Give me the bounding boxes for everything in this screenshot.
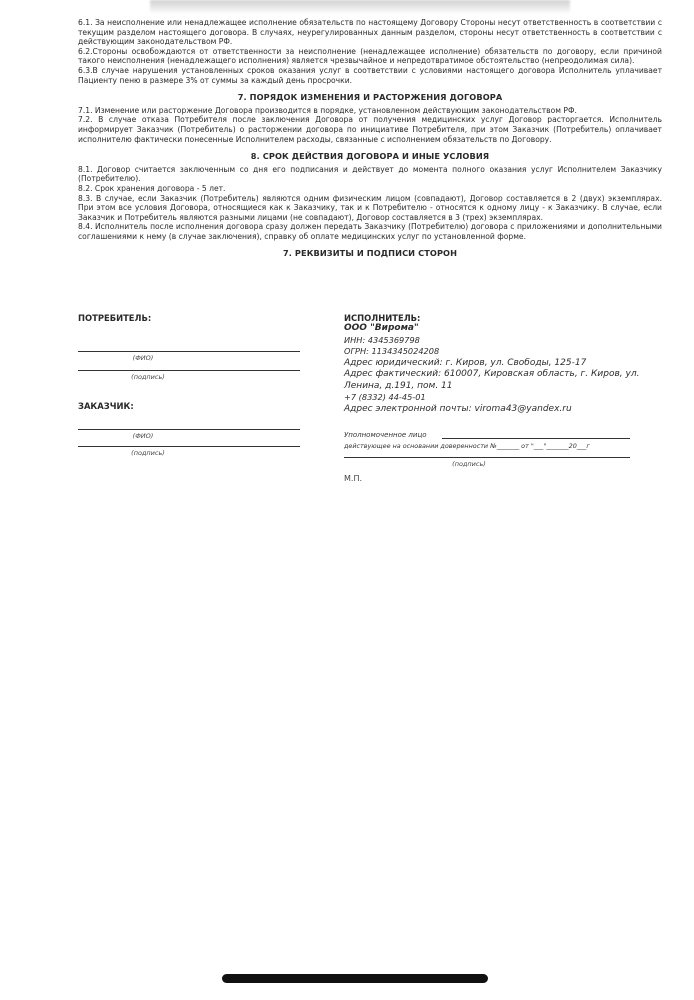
customer-fio-caption: (ФИО) [132,432,154,440]
customer-sign-caption: (подпись) [131,449,165,457]
consumer-fio-caption: (ФИО) [132,354,154,362]
section-title-requisites: 7. РЕКВИЗИТЫ И ПОДПИСИ СТОРОН [282,248,458,259]
executor-label: ИСПОЛНИТЕЛЬ: [344,313,421,323]
customer-fio-line [78,429,300,430]
home-indicator[interactable] [222,974,488,983]
executor-phone: +7 (8332) 44-45-01 [344,392,426,402]
clause-6-3: 6.3.В случае нарушения установленных сроков оказания услуг в соответствии с условиями настоящего договора Исполнитель уплачивает Пациенту пеню в размере 3% от суммы за каждый день просрочки. [78,65,662,85]
consumer-label: ПОТРЕБИТЕЛЬ: [78,313,152,323]
section-title-8: 8. СРОК ДЕЙСТВИЯ ДОГОВОРА И ИНЫЕ УСЛОВИЯ [250,151,490,162]
contract-body [78,18,662,262]
scan-shadow [150,0,570,14]
clause-7-2: 7.2. В случае отказа Потребителя после заключения Договора от получения медицинских услуг Договор расторгается. Исполнитель информирует Заказчик (Потребитель) о расторжении договора по инициативе Потребителя, при этом Заказчик (Потребитель) оплачивает исполнителю фактически понесенные Исполнителем расходы, связанные с исполнением обязательств по Договору. [78,115,662,144]
power-of-attorney: действующее на основании доверенности №_______ от "___"_______20___г [344,442,590,450]
clause-8-1: 8.1. Договор считается заключенным со дня его подписания и действует до момента полного оказания услуг Исполнителем Заказчику (Потребителю). [78,164,662,184]
consumer-sign-caption: (подпись) [131,373,165,381]
clause-8-2: 8.2. Срок хранения договора - 5 лет. [78,183,226,193]
clause-6-1: 6.1. За неисполнение или ненадлежащее исполнение обязательств по настоящему Договору Стороны несут ответственность в соответствии с текущим разделом настоящего договора. В случаях, неурегулированных данным разделом, стороны несут ответственность в соответствии с действующим законодательством РФ. [78,18,662,47]
legal-address: Адрес юридический: г. Киров, ул. Свободы, 125-17 [344,357,587,368]
customer-sign-line [78,446,300,447]
clause-8-4: 8.4. Исполнитель после исполнения договора сразу должен передать Заказчику (Потребителю) договора с приложениями и дополнительными соглашениями к нему (в случае заключения), справку об оплате медицинских услуг по установленной форме. [78,222,662,241]
customer-label: ЗАКАЗЧИК: [78,401,134,411]
consumer-sign-line [78,370,300,371]
authorized-row [344,429,664,440]
client-signatures [78,313,308,457]
authorized-line [442,438,630,439]
clause-6-2: 6.2.Стороны освобождаются от ответственности за неисполнение (ненадлежащее исполнение) обязательств по договору, если причиной такого неисполнения (ненадлежащего исполнения) является чрезвычайное и непредотвратимое обстоятельство (непреодолимая сила). [78,46,662,66]
consumer-fio-line [78,351,300,352]
executor-email: Адрес электронной почты: viroma43@yandex.ru [344,403,572,414]
clause-8-3: 8.3. В случае, если Заказчик (Потребитель) являются одним физическим лицом (совпадают), Договор составляется в 2 (двух) экземплярах. При этом все условия Договора, относящиеся как к Заказчику, так и к Потребителю - относятся к одному лицу - к Заказчику. В случае, если Заказчик и Потребитель являются разными лицами (не совпадают), Договор составляется в 3 (трех) экземплярах. [78,193,662,222]
authorized-label: Уполномоченное лицо [344,431,427,439]
signatures-block [78,313,668,503]
executor-ogrn: ОГРН: 1134345024208 [344,346,440,356]
stamp-place: М.П. [344,474,363,483]
executor-inn: ИНН: 4345369798 [344,334,420,345]
executor-sign-caption: (подпись) [452,460,486,468]
actual-address: Адрес фактический: 610007, Кировская область, г. Киров, ул. Ленина, д.191, пом. 11 [344,369,640,391]
executor-sign-line [344,457,630,458]
clause-7-1: 7.1. Изменение или расторжение Договора производится в порядке, установленном действующим законодательством РФ. [78,105,577,115]
executor-requisites [344,313,664,483]
section-title-7: 7. ПОРЯДОК ИЗМЕНЕНИЯ И РАСТОРЖЕНИЯ ДОГОВОРА [237,92,503,103]
executor-name: ООО "Вирома" [344,323,419,333]
